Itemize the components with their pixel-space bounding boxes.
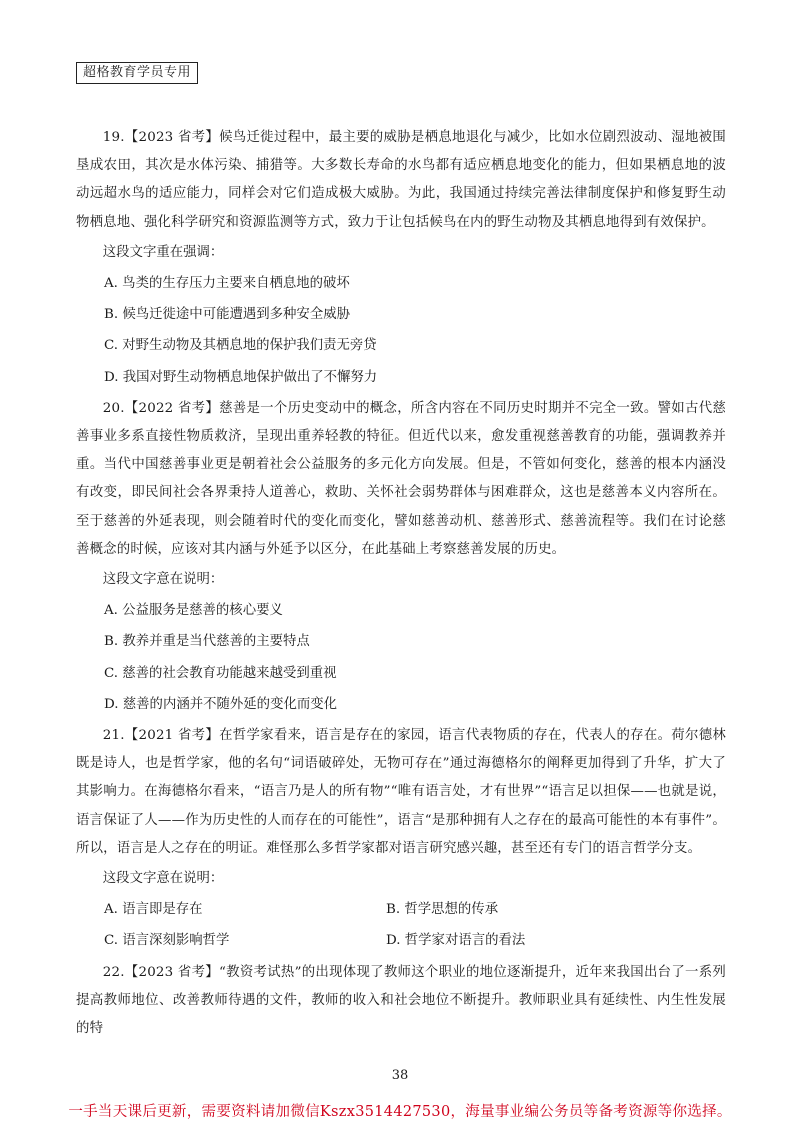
option-b: B. 教养并重是当代慈善的主要特点 <box>104 634 310 650</box>
option-row <box>76 927 726 955</box>
question-stem: 21.【2021 省考】在哲学家看来，语言是存在的家园，语言代表物质的存在，代表人的存在。荷尔德林既是诗人，也是哲学家，他的名句“词语破碎处，无物可存在”通过海德格尔的阐释更加得到了升华，扩大了其影响力。在海德格尔看来，“语言乃是人的所有物”“唯有语言处，才有世界”“语言足以担保——也就是说，语言保证了人——作为历史性的人而存在的可能性”，语言“是那种拥有人之存在的最高可能性的本有事件”。所以，语言是人之存在的明证。难怪那么多哲学家都对语言研究感兴趣，甚至还有专门的语言哲学分支。 <box>76 728 726 856</box>
option-c: C. 慈善的社会教育功能越来越受到重视 <box>104 665 337 681</box>
option-d: D. 哲学家对语言的看法 <box>386 933 526 949</box>
question-19 <box>76 124 726 392</box>
question-22 <box>76 959 726 1044</box>
option-c: C. 对野生动物及其栖息地的保护我们责无旁贷 <box>104 338 377 354</box>
question-stem: 19.【2023 省考】候鸟迁徙过程中，最主要的威胁是栖息地退化与减少，比如水位剧烈波动、湿地被围垦成农田，其次是水体污染、捕猎等。大多数长寿命的水鸟都有适应栖息地变化的能力，但如果栖息地的波动远超水鸟的适应能力，同样会对它们造成极大威胁。为此，我国通过持续完善法律制度保护和修复野生动物栖息地、强化科学研究和资源监测等方式，致力于让包括候鸟在内的野生动物及其栖息地得到有效保护。 <box>76 130 726 230</box>
question-21 <box>76 722 726 956</box>
page-content <box>76 124 726 1043</box>
option-c: C. 语言深刻影响哲学 <box>104 933 230 949</box>
question-stem: 20.【2022 省考】慈善是一个历史变动中的概念，所含内容在不同历史时期并不完全一致。譬如古代慈善事业多系直接性物质救济，呈现出重养轻教的特征。但近代以来，愈发重视慈善教育的功能，强调教养并重。当代中国慈善事业更是朝着社会公益服务的多元化方向发展。但是，不管如何变化，慈善的根本内涵没有改变，即民间社会各界秉持人道善心，救助、关怀社会弱势群体与困难群众，这也是慈善本义内容所在。至于慈善的外延表现，则会随着时代的变化而变化，譬如慈善动机、慈善形式、慈善流程等。我们在讨论慈善概念的时候，应该对其内涵与外延予以区分，在此基础上考察慈善发展的历史。 <box>76 400 726 557</box>
option-a: A. 语言即是存在 <box>104 902 203 918</box>
option-row <box>76 896 726 924</box>
header-tag: 超格教育学员专用 <box>76 62 198 84</box>
option-d: D. 我国对野生动物栖息地保护做出了不懈努力 <box>104 369 378 385</box>
question-20 <box>76 395 726 719</box>
question-prompt: 这段文字意在说明： <box>102 572 224 588</box>
option-d: D. 慈善的内涵并不随外延的变化而变化 <box>104 696 338 712</box>
question-prompt: 这段文字重在强调： <box>102 244 224 260</box>
option-b: B. 候鸟迁徙途中可能遭遇到多种安全威胁 <box>104 307 350 323</box>
question-prompt: 这段文字意在说明： <box>102 871 224 887</box>
option-a: A. 鸟类的生存压力主要来自栖息地的破坏 <box>104 276 350 292</box>
option-a: A. 公益服务是慈善的核心要义 <box>104 603 283 619</box>
question-stem: 22.【2023 省考】“教资考试热”的出现体现了教师这个职业的地位逐渐提升，近年来我国出台了一系列提高教师地位、改善教师待遇的文件，教师的收入和社会地位不断提升。教师职业具有延续性、内生性发展的特 <box>76 964 726 1037</box>
footer-note: 一手当天课后更新，需要资料请加微信Kszx3514427530，海量事业编公务员等备考资源等你选择。 <box>68 1104 732 1120</box>
option-b: B. 哲学思想的传承 <box>386 902 499 918</box>
page-number: 38 <box>391 1068 409 1083</box>
